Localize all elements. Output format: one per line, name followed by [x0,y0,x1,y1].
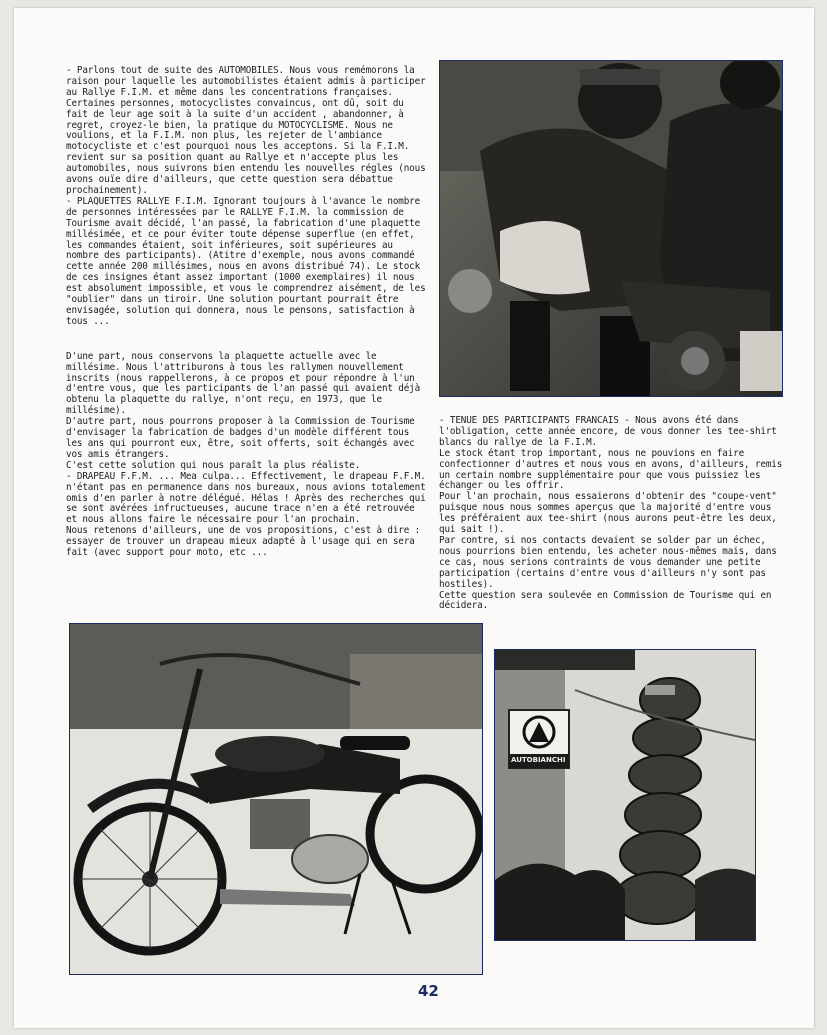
photo-stacked-helmets [494,649,756,941]
motorcycle-image [70,624,482,974]
paragraph-plaquettes: - PLAQUETTES RALLYE F.I.M. Ignorant toujours à l'avance le nombre de personnes intéressées par le RALLYE F.I.M. la commission de Tourisme avait décidé, l'an passé, la fabrication d'une plaquette millésimée, et ce pour éviter toute dépense superflue (en effet, les commandes étaient, soit inférieures, soit supérieures au nombre des participants). (Atitre d'exemple, nous avons commandé cette année 200 millésimes, nous en avons distribué 74). Le stock de ces insignes étant assez important (1000 exemplaires) il nous est absolument impossible, et vous le comprendrez aisément, de les "oublier" dans un tiroir. Une solution pourtant pourrait être envisagée, solution qui donnera, nous le pensons, satisfaction à tous ... [66,195,426,327]
paragraph-commission: Cette question sera soulevée en Commission de Tourisme qui en décidera. [439,589,772,612]
paragraph-tenue: - TENUE DES PARTICIPANTS FRANCAIS - Nous avons été dans l'obligation, cette année encore, de vous donner les tee-shirt blancs du rallye de la F.I.M. [439,415,777,448]
riders-image [440,61,782,396]
sign-autobianchi: AUTOBIANCHI [511,756,566,764]
page-number: 42 [418,982,439,1000]
paragraph-dune-part: D'une part, nous conservons la plaquette actuelle avec le millésime. Nous l'attriburons à tous les rallymen nouvellement inscrits (nous rappellerons, à ce propos et pour répondre à l'un d'entre vous, que les participants de l'an passé qui avaient déjà obtenu la plaquette du rallye, n'ont reçu, en 1973, que le millésime). [66,350,421,417]
photo-vintage-motorcycle [69,623,483,975]
left-column [66,66,426,559]
paragraph-dautre-part: D'autre part, nous pourrons proposer à la Commission de Tourisme d'envisager la fabrication de badges d'un modèle différent tous les ans qui pourront eux, être, soit offerts, soit échangés avec vos amis étrangers. [66,416,415,460]
photo-riders [439,60,783,397]
paragraph-solution: C'est cette solution qui nous paraît la plus réaliste. [66,459,361,471]
document-page [14,8,814,1028]
paragraph-automobiles: - Parlons tout de suite des AUTOMOBILES. Nous vous remémorons la raison pour laquelle les automobilistes étaient admis à participer au Rallye F.I.M. et même dans les concentrations françaises. Certaines personnes, motocyclistes convaincus, ont dû, soit du fait de leur age soit à la suite d'un accident , abandonner, à regret, croyez-le bien, la pratique du MOTOCYCLISME. Nous ne voulions, et la F.I.M. non plus, les rejeter de l'ambiance motocycliste et c'est pourquoi nous les acceptons. Si la F.I.M. revient sur sa position quant au Rallye et n'accepte plus les automobiles, nous suivrons bien entendu les nouvelles régles (nous avons ouïe dire d'ailleurs, que cette question sera débattue prochainement). [66,65,426,196]
paragraph-coupe-vent: Pour l'an prochain, nous essaierons d'obtenir des "coupe-vent" puisque nous nous sommes aperçus que la majorité d'entre vous les préféraient aux tee-shirt (nous aurons peut-être les deux, qui sait !). [439,491,777,536]
paragraph-par-contre: Par contre, si nos contacts devaient se solder par un échec, nous pourrions bien entendu, les acheter nous-mêmes mais, dans ce cas, nous serions contraints de vous demander une petite participation (certains d'entre vous d'ailleurs n'y sont pas hostiles). [439,534,777,590]
right-column [439,416,791,612]
paragraph-drapeau: - DRAPEAU F.F.M. ... Mea culpa... Effectivement, le drapeau F.F.M. n'étant pas en permanence dans nos bureaux, nous avions totalement omis d'en parler à notre délégué. Hélas ! Après des recherches qui se sont avérées infructueuses, aucune trace n'en a été retrouvée et nous allons faire le nécessaire pour l'an prochain. [66,470,426,526]
helmets-image [495,650,755,940]
paragraph-stock: Le stock étant trop important, nous ne pouvions en faire confectionner d'autres et nous vous en avons, d'ailleurs, remis un certain nombre supplémentaire pour que vous puissiez les échanger ou les offrir. [439,447,783,492]
paragraph-propositions: Nous retenons d'ailleurs, une de vos propositions, c'est à dire : essayer de trouver un drapeau mieux adapté à l'usage qui en sera fait (avec support pour moto, etc ... [66,525,421,559]
